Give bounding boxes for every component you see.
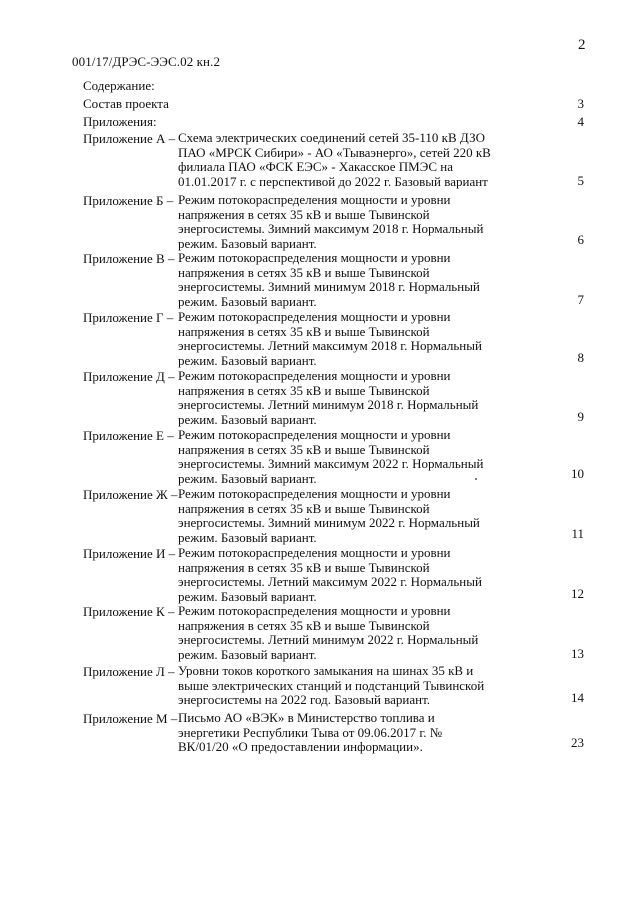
appendix-description-line: напряжения в сетях 35 кВ и выше Тывинской xyxy=(178,206,430,222)
appendix-label: Приложение Б – xyxy=(83,193,174,208)
appendix-description xyxy=(178,604,488,662)
appendix-label: Приложение Л – xyxy=(83,664,175,679)
appendix-description-line: режим. Базовый вариант. xyxy=(178,235,317,251)
appendix-page-number: 5 xyxy=(577,173,584,188)
appendix-description-line: Режим потокораспределения мощности и уровни xyxy=(178,603,451,618)
appendix-label: Приложение Г – xyxy=(83,310,174,325)
appendix-description-line: напряжения в сетях 35 кВ и выше Тывинской xyxy=(178,500,430,516)
appendix-description xyxy=(178,369,488,427)
appendix-description-line: режим. Базовый вариант. xyxy=(178,293,317,309)
appendix-description-line: напряжения в сетях 35 кВ и выше Тывинской xyxy=(178,617,430,633)
appendix-description-line: энергосистемы. Летний максимум 2022 г. Нормальный xyxy=(178,574,482,589)
appendix-description-line: ПАО «МРСК Сибири» - АО «Тываэнерго», сетей 220 кВ xyxy=(178,144,491,160)
appendix-description-line: энергосистемы. Зимний минимум 2018 г. Нормальный xyxy=(178,279,480,294)
appendix-page-number: 23 xyxy=(571,735,584,750)
appendix-page-number: 7 xyxy=(577,292,584,307)
scan-speck xyxy=(475,478,477,480)
appendix-description-line: Уровни токов короткого замыкания на шинах 35 кВ и xyxy=(178,663,474,678)
appendix-description xyxy=(178,711,488,755)
appendix-page-number: 8 xyxy=(577,350,584,365)
appendix-description-line: энергосистемы. Зимний минимум 2022 г. Нормальный xyxy=(178,515,480,530)
appendix-page-number: 13 xyxy=(571,646,584,661)
appendix-description-line: напряжения в сетях 35 кВ и выше Тывинской xyxy=(178,323,430,339)
appendix-description-line: Режим потокораспределения мощности и уровни xyxy=(178,192,451,207)
appendix-description-line: режим. Базовый вариант. xyxy=(178,646,317,662)
appendix-description-line: энергетики Республики Тыва от 09.06.2017 г. № xyxy=(178,724,443,740)
appendix-description-line: энергосистемы. Летний минимум 2018 г. Нормальный xyxy=(178,397,479,412)
appendix-description xyxy=(178,487,488,545)
appendix-description-line: режим. Базовый вариант. xyxy=(178,588,317,604)
contents-heading: Содержание: xyxy=(83,78,155,93)
project-composition-label: Состав проекта xyxy=(83,96,169,111)
appendix-description-line: Режим потокораспределения мощности и уровни xyxy=(178,427,451,442)
appendix-label: Приложение К – xyxy=(83,604,175,619)
appendix-description xyxy=(178,664,488,708)
appendix-description-line: Режим потокораспределения мощности и уровни xyxy=(178,486,451,501)
appendix-description-line: напряжения в сетях 35 кВ и выше Тывинской xyxy=(178,441,430,457)
appendix-description-line: энергосистемы. Летний максимум 2018 г. Нормальный xyxy=(178,338,482,353)
appendix-label: Приложение Д – xyxy=(83,369,175,384)
appendix-description xyxy=(178,310,488,368)
appendix-label: Приложение Ж – xyxy=(83,487,178,502)
appendix-label: Приложение И – xyxy=(83,546,176,561)
appendix-label: Приложение В – xyxy=(83,251,175,266)
appendix-page-number: 10 xyxy=(571,466,584,481)
appendix-label: Приложение М – xyxy=(83,711,178,726)
appendix-page-number: 12 xyxy=(571,586,584,601)
appendix-description xyxy=(178,130,491,189)
appendix-description-line: Письмо АО «ВЭК» в Министерство топлива и xyxy=(178,710,435,725)
appendix-description-line: выше электрических станций и подстанций Тывинской xyxy=(178,677,485,693)
appendix-description xyxy=(178,428,488,486)
appendix-description-line: энергосистемы. Летний минимум 2022 г. Нормальный xyxy=(178,632,479,647)
appendix-description-line: режим. Базовый вариант. xyxy=(178,352,317,368)
appendix-description-line: напряжения в сетях 35 кВ и выше Тывинской xyxy=(178,264,430,280)
document-code: 001/17/ДРЭС-ЭЭС.02 кн.2 xyxy=(72,54,221,69)
appendix-description-line: энергосистемы на 2022 год. Базовый вариант. xyxy=(178,692,431,707)
project-composition-page: 3 xyxy=(577,96,584,111)
appendix-description-line: Схема электрических соединений сетей 35-110 кВ ДЗО xyxy=(178,130,485,145)
appendix-page-number: 11 xyxy=(571,526,584,541)
appendix-page-number: 9 xyxy=(577,409,584,424)
appendix-description-line: ВК/01/20 «О предоставлении информации». xyxy=(178,739,423,754)
appendix-description-line: режим. Базовый вариант. xyxy=(178,529,317,545)
appendix-description-line: напряжения в сетях 35 кВ и выше Тывинской xyxy=(178,559,430,575)
appendix-description-line: режим. Базовый вариант. xyxy=(178,411,317,427)
page-number: 2 xyxy=(578,37,586,53)
appendix-description xyxy=(178,251,488,309)
appendix-description-line: энергосистемы. Зимний максимум 2018 г. Нормальный xyxy=(178,221,484,236)
appendix-page-number: 6 xyxy=(577,232,584,247)
appendix-description-line: Режим потокораспределения мощности и уровни xyxy=(178,545,451,560)
appendix-description xyxy=(178,193,488,251)
appendix-label: Приложение А – xyxy=(83,131,176,146)
appendix-description-line: Режим потокораспределения мощности и уровни xyxy=(178,309,451,324)
appendix-description-line: напряжения в сетях 35 кВ и выше Тывинской xyxy=(178,382,430,398)
appendix-description-line: режим. Базовый вариант. xyxy=(178,470,317,486)
appendix-description xyxy=(178,546,488,604)
appendices-heading: Приложения: xyxy=(83,114,157,129)
appendix-description-line: Режим потокораспределения мощности и уровни xyxy=(178,250,451,265)
appendix-page-number: 14 xyxy=(571,690,584,705)
appendices-heading-page: 4 xyxy=(577,114,584,129)
appendix-description-line: филиала ПАО «ФСК ЕЭС» - Хакасское ПМЭС на xyxy=(178,159,453,174)
appendix-description-line: Режим потокораспределения мощности и уровни xyxy=(178,368,451,383)
appendix-description-line: 01.01.2017 г. с перспективой до 2022 г. Базовый вариант xyxy=(178,173,488,189)
appendix-label: Приложение Е – xyxy=(83,428,174,443)
appendix-description-line: энергосистемы. Зимний максимум 2022 г. Нормальный xyxy=(178,456,484,471)
